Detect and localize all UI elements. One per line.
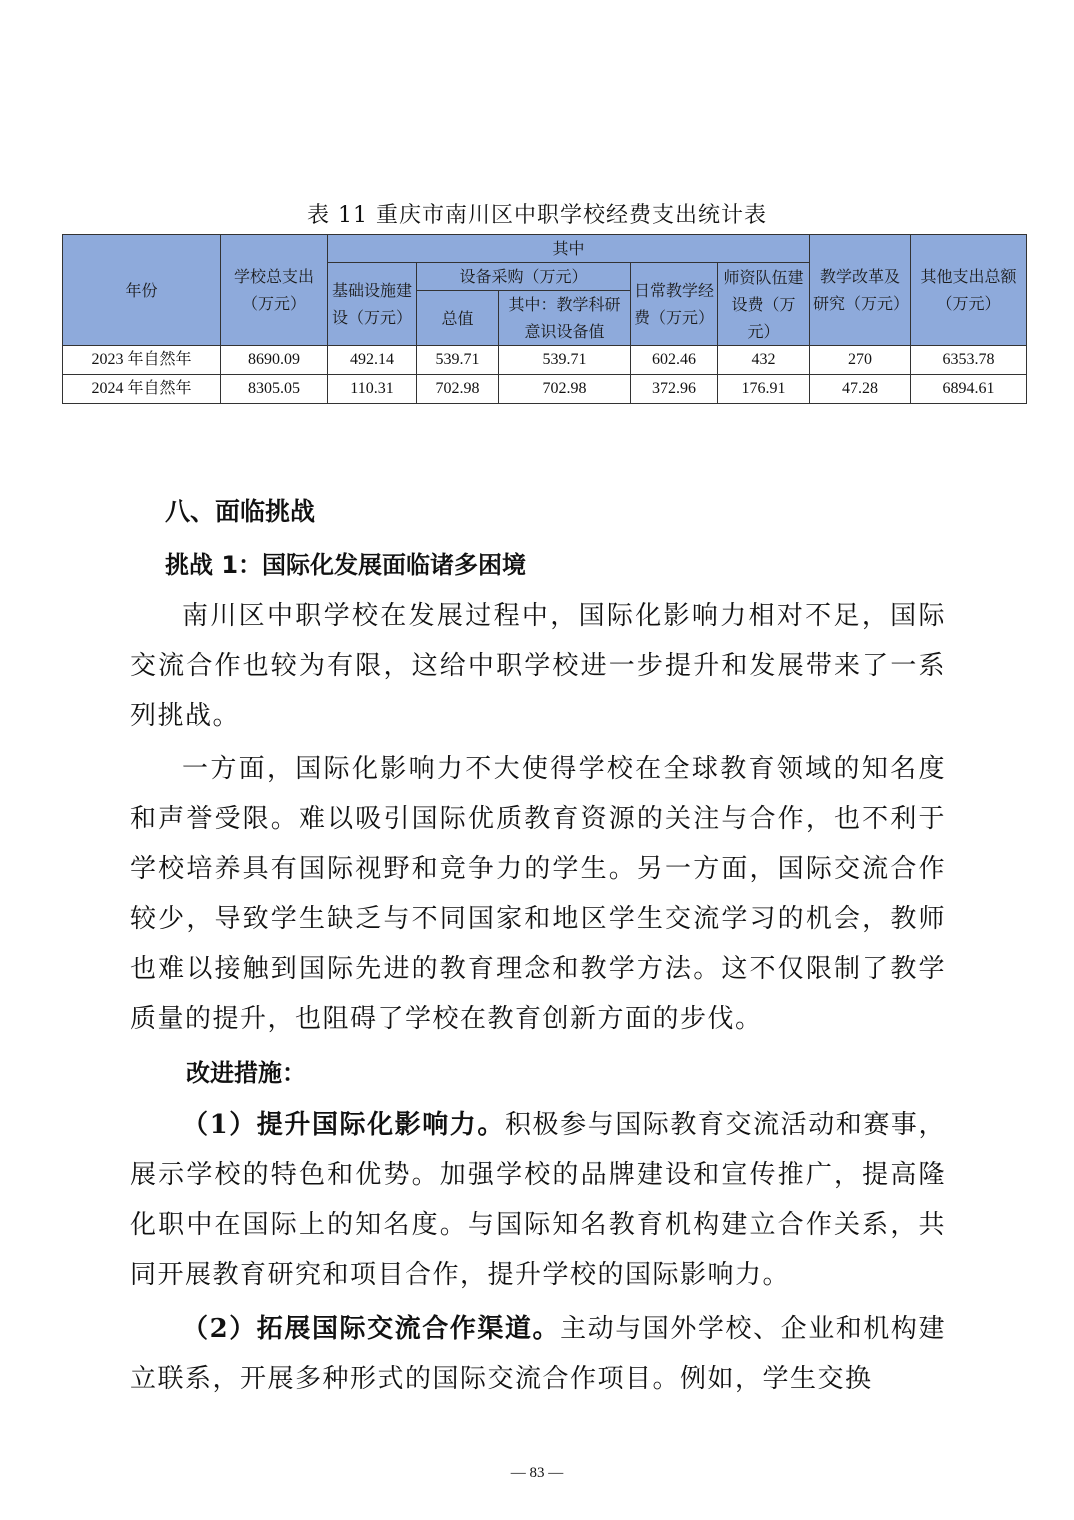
table-cell: 432: [718, 346, 810, 375]
table-cell: 602.46: [631, 346, 718, 375]
header-reform: 教学改革及研究（万元）: [810, 235, 911, 346]
table-cell: 176.91: [718, 375, 810, 404]
measure-paragraph: [130, 1100, 946, 1300]
table-cell: 539.71: [499, 346, 631, 375]
table-row: [63, 346, 1027, 375]
header-faculty: 师资队伍建设费（万元）: [718, 263, 810, 346]
table-cell: 6353.78: [911, 346, 1027, 375]
table-cell: 539.71: [417, 346, 499, 375]
measure-text: 积极参与国际教育交流活动和赛事，展示学校的特色和优势。加强学校的品牌建设和宣传推广，提高隆化职中在国际上的知名度。与国际知名教育机构建立合作关系，共同开展教育研究和项目合作，提升学校的国际影响力。: [130, 1110, 946, 1290]
table-cell: 2024 年自然年: [63, 375, 221, 404]
header-of-which: 其中: [328, 235, 810, 263]
table-cell: 6894.61: [911, 375, 1027, 404]
table-cell: 702.98: [417, 375, 499, 404]
header-other: 其他支出总额（万元）: [911, 235, 1027, 346]
table-cell: 492.14: [328, 346, 417, 375]
measure-text: 主动与国外学校、企业和机构建立联系，开展多种形式的国际交流合作项目。例如，学生交换: [130, 1314, 946, 1394]
header-year: 年份: [63, 235, 221, 346]
header-equipment: 设备采购（万元）: [417, 263, 631, 291]
paragraph: 一方面，国际化影响力不大使得学校在全球教育领域的知名度和声誉受限。难以吸引国际优质教育资源的关注与合作，也不利于学校培养具有国际视野和竞争力的学生。另一方面，国际交流合作较少，导致学生缺乏与不同国家和地区学生交流学习的机会，教师也难以接触到国际先进的教育理念和教学方法。这不仅限制了教学质量的提升，也阻碍了学校在教育创新方面的步伐。: [130, 754, 946, 1034]
measure-lead: （1）提升国际化影响力。: [182, 1110, 505, 1140]
paragraph: 南川区中职学校在发展过程中，国际化影响力相对不足，国际交流合作也较为有限，这给中职学校进一步提升和发展带来了一系列挑战。: [130, 601, 946, 731]
header-equipment-research: 其中：教学科研意识设备值: [499, 291, 631, 346]
header-total: 学校总支出（万元）: [221, 235, 328, 346]
table-caption: 表 11 重庆市南川区中职学校经费支出统计表: [307, 203, 767, 228]
header-equipment-total: 总值: [417, 291, 499, 346]
table-cell: 2023 年自然年: [63, 346, 221, 375]
expenditure-table: [62, 234, 1027, 404]
header-daily: 日常教学经费（万元）: [631, 263, 718, 346]
table-cell: 372.96: [631, 375, 718, 404]
measures-heading: 改进措施：: [186, 1059, 306, 1087]
header-infrastructure: 基础设施建设（万元）: [328, 263, 417, 346]
table-cell: 110.31: [328, 375, 417, 404]
table-cell: 702.98: [499, 375, 631, 404]
table-row: [63, 375, 1027, 404]
measure-paragraph: [130, 1304, 946, 1404]
section-heading: 八、面临挑战: [165, 497, 316, 526]
challenge-heading: 挑战 1：国际化发展面临诸多困境: [165, 551, 527, 579]
table-cell: 270: [810, 346, 911, 375]
page-number: — 83 —: [510, 1465, 564, 1481]
measure-lead: （2）拓展国际交流合作渠道。: [182, 1314, 561, 1344]
table-cell: 47.28: [810, 375, 911, 404]
table-cell: 8690.09: [221, 346, 328, 375]
table-cell: 8305.05: [221, 375, 328, 404]
